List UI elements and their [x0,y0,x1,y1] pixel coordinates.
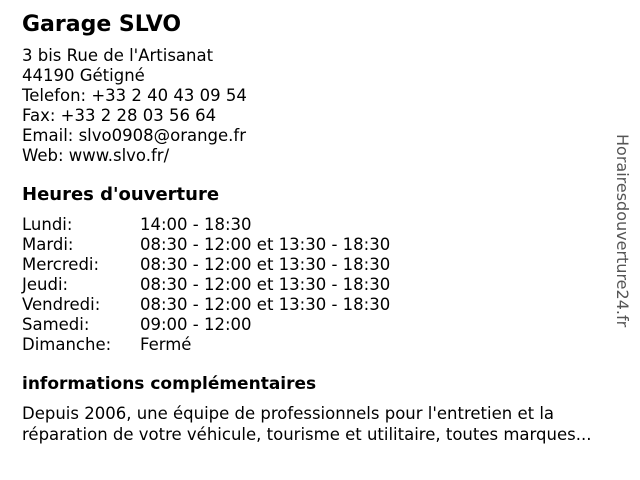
phone-line: Telefon: +33 2 40 43 09 54 [22,86,247,105]
hours-row-monday [22,215,622,235]
day-times: 08:30 - 12:00 et 13:30 - 18:30 [140,255,391,274]
day-times: 08:30 - 12:00 et 13:30 - 18:30 [140,235,391,254]
day-label: Mardi: [22,235,74,254]
day-times: 09:00 - 12:00 [140,315,252,334]
hours-row-sunday [22,335,622,355]
day-label: Jeudi: [22,275,69,294]
day-label: Lundi: [22,215,73,234]
opening-hours-table [22,215,622,355]
hours-row-tuesday [22,235,622,255]
day-label: Vendredi: [22,295,101,314]
page-title: Garage SLVO [22,12,182,37]
hours-row-thursday [22,275,622,295]
hours-row-saturday [22,315,622,335]
day-times: 08:30 - 12:00 et 13:30 - 18:30 [140,275,391,294]
day-label: Samedi: [22,315,90,334]
email-line: Email: slvo0908@orange.fr [22,126,247,145]
day-label: Mercredi: [22,255,100,274]
contact-block [22,46,622,166]
address-line-1: 3 bis Rue de l'Artisanat [22,46,214,65]
fax-line: Fax: +33 2 28 03 56 64 [22,106,217,125]
web-line: Web: www.slvo.fr/ [22,146,170,165]
hours-row-wednesday [22,255,622,275]
additional-info-heading: informations complémentaires [22,374,317,394]
additional-info-text: Depuis 2006, une équipe de professionnels pour l'entretien et la réparation de votre véhicule, tourisme et utilitaire, toutes marques... [22,404,592,444]
address-line-2: 44190 Gétigné [22,66,145,85]
site-watermark: Horairesdouverture24.fr [613,134,632,328]
hours-row-friday [22,295,622,315]
day-label: Dimanche: [22,335,112,354]
day-times: 14:00 - 18:30 [140,215,252,234]
day-times: Fermé [140,335,192,354]
opening-hours-heading: Heures d'ouverture [22,184,220,205]
day-times: 08:30 - 12:00 et 13:30 - 18:30 [140,295,391,314]
